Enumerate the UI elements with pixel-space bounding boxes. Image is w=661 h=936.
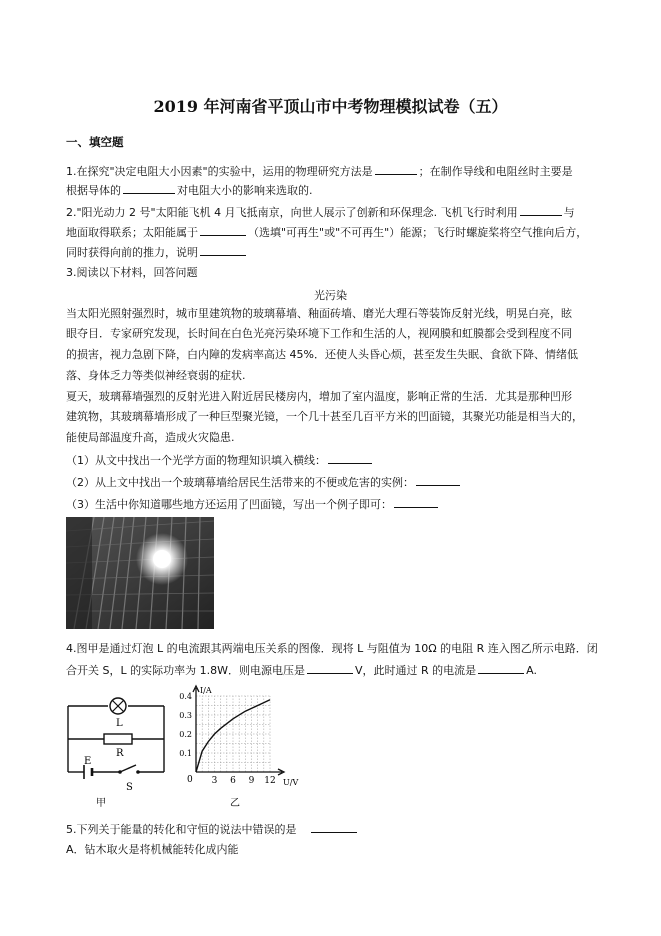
q2-text-a: 2."阳光动力 2 号"太阳能飞机 4 月飞抵南京，向世人展示了创新和环保理念. 飞机飞行时利用 [66,206,518,219]
article-p2-line-2: 建筑物，其玻璃幕墙形成了一种巨型聚光镜，一个几十甚至几百平方米的凹面镜，其聚光功能是相当大的， [66,410,583,423]
question-5-stem [66,821,359,838]
q3-sub2-text: （2）从上文中找出一个玻璃幕墙给居民生活带来的不便或危害的实例： [66,476,414,489]
question-4-line-2 [66,662,537,679]
q4-text-c: A. [526,664,537,677]
article-p1-line-1: 当太阳光照射强烈时，城市里建筑物的玻璃幕墙、釉面砖墙、磨光大理石等装饰反射光线，明晃白亮，眩 [66,307,572,320]
question-2-line-1 [66,204,575,221]
answer-blank[interactable] [520,204,562,216]
answer-blank[interactable] [478,662,524,674]
question-2-line-3 [66,244,248,261]
switch-contact-icon [136,770,140,774]
article-p2-line-1: 夏天，玻璃幕墙强烈的反射光进入附近居民楼房内，增加了室内温度，影响正常的生活．尤其是那种凹形 [66,390,572,403]
x-axis-label: U/V [283,778,299,787]
answer-blank[interactable] [394,496,438,508]
q1-text-d: 对电阻大小的影响来选取的. [177,184,313,197]
question-2-line-2 [66,224,587,241]
x-tick-label: 12 [264,776,276,786]
resistor-icon [104,734,132,744]
q1-text-c: 根据导体的 [66,184,121,197]
x-tick-label: 3 [211,776,218,786]
iu-graph [170,684,310,812]
origin-label: 0 [187,775,193,785]
question-3-sub-2 [66,474,462,491]
x-tick-label: 9 [248,776,255,786]
q4-text-a: 合开关 S，L 的实际功率为 1.8W．则电源电压是 [66,664,305,677]
y-axis-label: I/A [200,686,212,695]
graph-caption: 乙 [230,798,240,809]
option-a[interactable]: A．钻木取火是将机械能转化成内能 [66,843,239,856]
article-p1-line-3: 的损害，视力急剧下降，白内障的发病率高达 45%．还使人头昏心烦，甚至发生失眠、食欲下降、情绪低 [66,348,578,361]
question-3-intro: 3.阅读以下材料，回答问题 [66,266,198,279]
answer-blank[interactable] [416,474,460,486]
y-tick-label: 0.2 [179,730,192,739]
answer-blank[interactable] [328,452,372,464]
answer-blank[interactable] [375,163,417,175]
q1-text-a: 1.在探究"决定电阻大小因素"的实验中，运用的物理研究方法是 [66,165,373,178]
lamp-label: L [116,718,123,729]
answer-blank[interactable] [123,182,175,194]
switch-pivot-icon [118,770,122,774]
question-1-line-2 [66,182,313,199]
switch-label: S [126,782,133,793]
answer-blank[interactable] [307,662,353,674]
lamp-icon [110,698,126,714]
y-tick-label: 0.1 [179,749,192,758]
q4-text-b: V，此时通过 R 的电流是 [354,664,477,677]
question-3-sub-1 [66,452,374,469]
article-p2-line-3: 能使局部温度升高，造成火灾隐患. [66,431,235,444]
section-heading: 一、填空题 [66,135,124,149]
article-p1-line-4: 落、身体乏力等类似神经衰弱的症状. [66,369,246,382]
q1-text-b: ；在制作导线和电阻丝时主要是 [418,165,573,178]
resistor-label: R [116,748,124,759]
q5-stem-text: 5.下列关于能量的转化和守恒的说法中错误的是 [66,823,297,836]
question-1-line-1 [66,163,573,180]
article-title: 光污染 [314,289,347,302]
y-tick-label: 0.4 [179,692,192,701]
x-tick-labels [212,776,276,786]
q2-text-c: 地面取得联系；太阳能属于 [66,226,198,239]
q3-sub1-text: （1）从文中找出一个光学方面的物理知识填入横线： [66,454,326,467]
x-tick-label: 6 [230,776,236,786]
q2-text-e: 同时获得向前的推力，说明 [66,246,198,259]
article-p1-line-2: 眼夺目．专家研究发现，长时间在白色光亮污染环境下工作和生活的人，视网膜和虹膜都会受到程度不同 [66,327,572,340]
question-4-line-1: 4.图甲是通过灯泡 L 的电流跟其两端电压关系的图像．现将 L 与阻值为 10Ω 的电阻 R 连入图乙所示电路．闭 [66,642,598,655]
y-tick-label: 0.3 [179,711,192,720]
graph-grid [196,696,270,772]
battery-icon [84,765,92,779]
page-title: 2019 年河南省平顶山市中考物理模拟试卷（五） [153,97,508,116]
question-3-sub-3 [66,496,440,513]
answer-blank[interactable] [311,821,357,833]
battery-label: E [84,756,92,767]
q2-text-b: 与 [563,206,575,219]
circuit-caption: 甲 [96,798,106,809]
answer-blank[interactable] [200,224,246,236]
circuit-diagram [60,694,172,812]
glass-curtain-wall-photo [66,517,214,629]
y-tick-labels [179,692,192,758]
q2-text-d: （选填"可再生"或"不可再生"）能源；飞行时螺旋桨将空气推向后方， [248,226,588,239]
answer-blank[interactable] [200,244,246,256]
q3-sub3-text: （3）生活中你知道哪些地方还运用了凹面镜，写出一个例子即可： [66,498,392,511]
